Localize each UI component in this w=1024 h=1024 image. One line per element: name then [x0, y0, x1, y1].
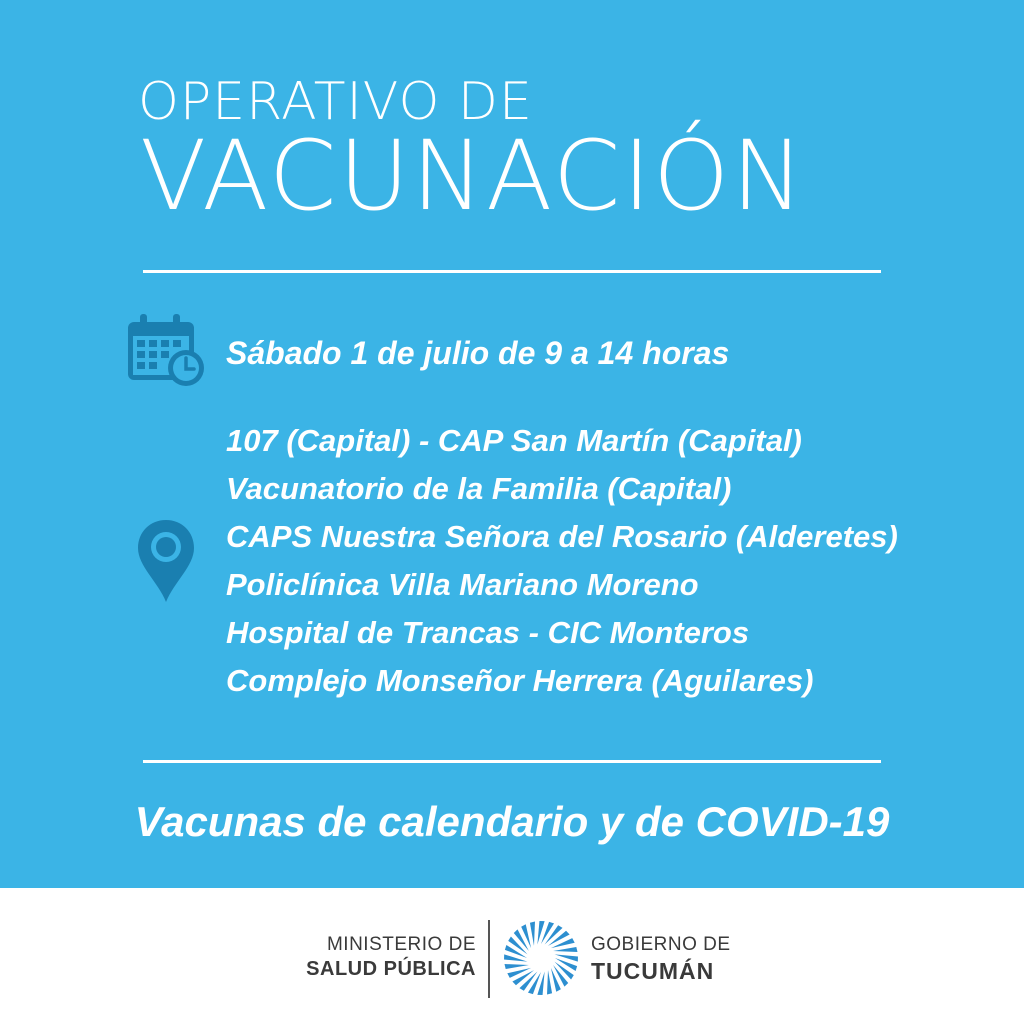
seal-ray — [537, 921, 544, 944]
locations-list — [226, 417, 898, 705]
seal-ray — [507, 968, 531, 978]
logos-bar — [0, 888, 1024, 1024]
ministerio-line-1: MINISTERIO DE — [326, 934, 476, 955]
gobierno-logo — [591, 932, 731, 984]
gobierno-line-2: TUCUMÁN — [591, 958, 715, 984]
location-item: Hospital de Trancas - CIC Monteros — [226, 615, 750, 650]
ministerio-logo — [306, 933, 476, 981]
tucuman-sun-seal-icon — [503, 920, 579, 996]
seal-ray — [537, 972, 544, 995]
seal-ray — [504, 954, 527, 961]
location-item: Vacunatorio de la Familia (Capital) — [226, 471, 732, 506]
gobierno-line-1: GOBIERNO DE — [591, 934, 731, 955]
title-line-2: VACUNACIÓN — [140, 120, 806, 232]
seal-ray — [547, 970, 552, 994]
calendar-clock-icon — [126, 312, 208, 388]
location-item: CAPS Nuestra Señora del Rosario (Alderetes) — [226, 519, 898, 554]
map-pin-icon — [136, 518, 196, 604]
vaccines-footer-text: Vacunas de calendario y de COVID-19 — [134, 798, 890, 845]
top-divider — [143, 270, 881, 273]
seal-ray — [504, 964, 528, 969]
schedule-text: Sábado 1 de julio de 9 a 14 horas — [226, 335, 730, 371]
seal-ray — [521, 924, 531, 948]
bottom-divider — [143, 760, 881, 763]
logo-divider — [488, 920, 490, 998]
location-item: Complejo Monseñor Herrera (Aguilares) — [226, 663, 814, 698]
seal-ray — [530, 921, 535, 945]
seal-ray — [553, 947, 577, 952]
location-item: Policlínica Villa Mariano Moreno — [226, 567, 699, 602]
seal-ray — [555, 954, 578, 961]
seal-ray — [551, 968, 561, 992]
location-item: 107 (Capital) - CAP San Martín (Capital) — [226, 423, 802, 458]
title-line-1: OPERATIVO DE — [138, 72, 533, 132]
ministerio-line-2: SALUD PÚBLICA — [306, 958, 476, 980]
seal-ray — [551, 938, 575, 948]
